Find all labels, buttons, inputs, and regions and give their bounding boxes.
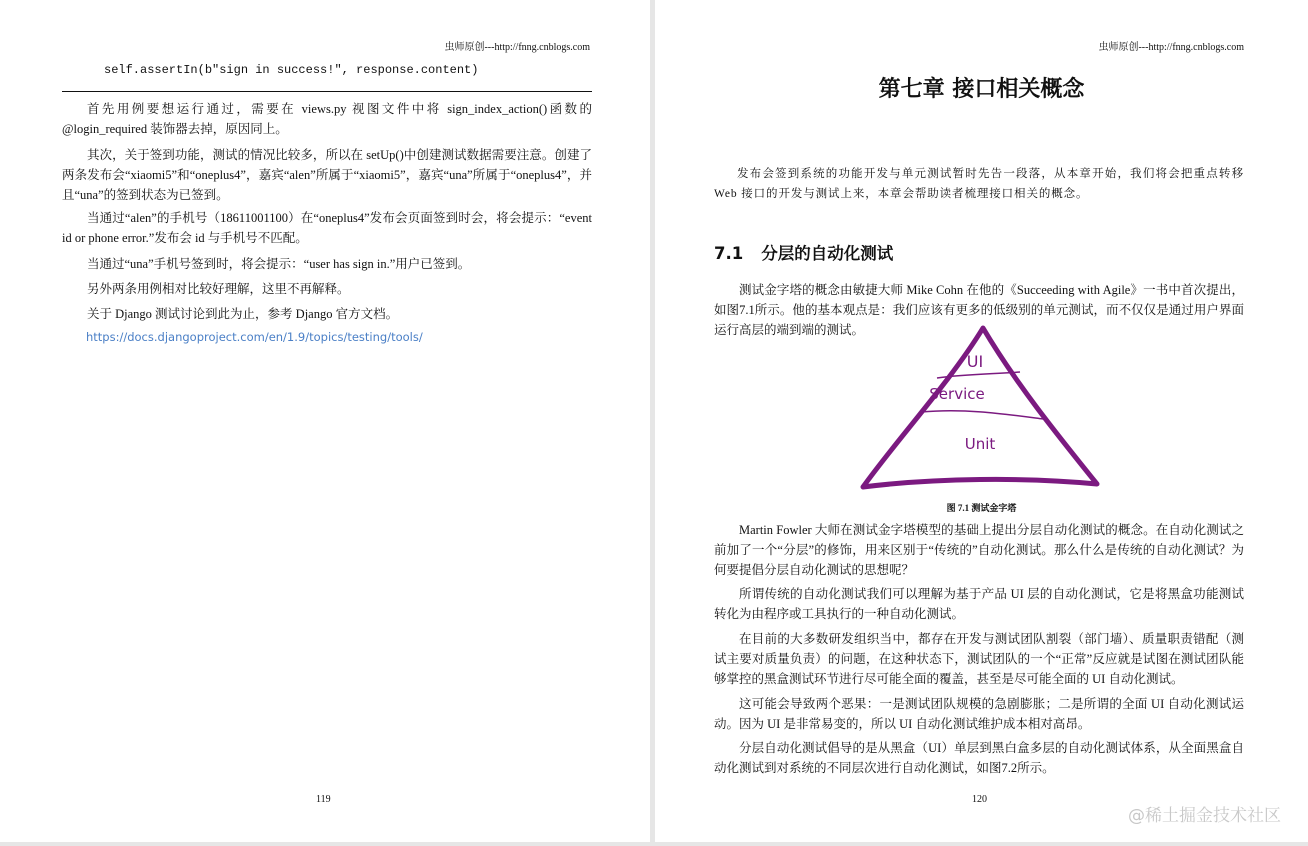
pyramid-divider	[921, 411, 1043, 419]
chapter-title: 第七章 接口相关概念	[878, 77, 1085, 102]
page-number: 119	[316, 794, 331, 805]
chapter-intro: 发布会签到系统的功能开发与单元测试暂时先告一段落，从本章开始，我们将会把重点转移 Web 接口的开发与测试上来，本章会帮助读者梳理接口相关的概念。	[714, 168, 1244, 200]
section-title: 分层的自动化测试	[761, 244, 894, 263]
paragraph: 这可能会导致两个恶果：一是测试团队规模的急剧膨胀；二是所谓的全面 UI 自动化测试运动。因为 UI 是非常易变的，所以 UI 自动化测试维护成本相对高昂。	[714, 697, 1244, 731]
paragraph: 当通过“alen”的手机号（18611001100）在“oneplus4”发布会页面签到时会，将会提示：“event id or phone error.”发布会 id 与手机号不匹配。	[62, 211, 592, 245]
paragraph: 关于 Django 测试讨论到此为止，参考 Django 官方文档。	[87, 307, 399, 321]
paragraph: 在目前的大多数研发组织当中，都存在开发与测试团队割裂（部门墙）、质量职责错配（测试主要对质量负责）的问题，在这种状态下，测试团队的一个“正常”反应就是试图在测试团队能够掌控的黑盒测试环节进行尽可能全面的覆盖，甚至是尽可能全面的 UI 自动化测试。	[714, 632, 1244, 686]
section-heading	[714, 240, 893, 264]
paragraph: Martin Fowler 大师在测试金字塔模型的基础上提出分层自动化测试的概念。在自动化测试之前加了一个“分层”的修饰，用来区别于“传统的”自动化测试。那么什么是传统的自动化测试？为何要提倡分层自动化测试的思想呢？	[714, 523, 1244, 577]
layer-service: Service	[929, 385, 985, 403]
paragraph: 分层自动化测试倡导的是从黑盒（UI）单层到黑白盒多层的自动化测试体系，从全面黑盒自动化测试到对系统的不同层次进行自动化测试，如图7.2所示。	[714, 741, 1244, 775]
figure-caption: 图 7.1 测试金字塔	[946, 503, 1017, 513]
layer-unit: Unit	[964, 435, 996, 453]
paragraph: 当通过“una”手机号签到时，将会提示：“user has sign in.”用户已签到。	[87, 257, 471, 271]
left-page	[0, 0, 650, 842]
code-divider	[62, 91, 592, 92]
test-pyramid-figure	[855, 322, 1105, 494]
right-page	[655, 0, 1308, 842]
layer-ui: UI	[966, 352, 984, 371]
django-docs-link[interactable]: https://docs.djangoproject.com/en/1.9/topics/testing/tools/	[86, 330, 423, 344]
code-line: self.assertIn(b"sign in success!", response.content)	[104, 63, 479, 77]
watermark: @稀土掘金技术社区	[1128, 806, 1281, 826]
section-number: 7.1	[714, 244, 744, 263]
page-number: 120	[972, 794, 987, 805]
paragraph: 测试金字塔的概念由敏捷大师 Mike Cohn 在他的《Succeeding with Agile》一书中首次提出，如图7.1所示。他的基本观点是：我们应该有更多的低级别的单元测试，而不仅仅是通过用户界面运行高层的端到端的测试。	[714, 283, 1244, 337]
paragraph: 其次，关于签到功能，测试的情况比较多，所以在 setUp()中创建测试数据需要注意。创建了两条发布会“xiaomi5”和“oneplus4”，嘉宾“alen”所属于“xiaomi5”，嘉宾“una”所属于“oneplus4”，并且“una”的签到状态为已签到。	[62, 148, 592, 202]
paragraph: 首先用例要想运行通过，需要在 views.py 视图文件中将 sign_index_action()函数的@login_required 装饰器去掉，原因同上。	[62, 102, 592, 136]
page-header: 虫师原创---http://fnng.cnblogs.com	[444, 42, 590, 53]
paragraph: 另外两条用例相对比较好理解，这里不再解释。	[87, 282, 350, 296]
paragraph: 所谓传统的自动化测试我们可以理解为基于产品 UI 层的自动化测试，它是将黑盒功能测试转化为由程序或工具执行的一种自动化测试。	[714, 587, 1244, 621]
page-header: 虫师原创---http://fnng.cnblogs.com	[1098, 42, 1244, 53]
